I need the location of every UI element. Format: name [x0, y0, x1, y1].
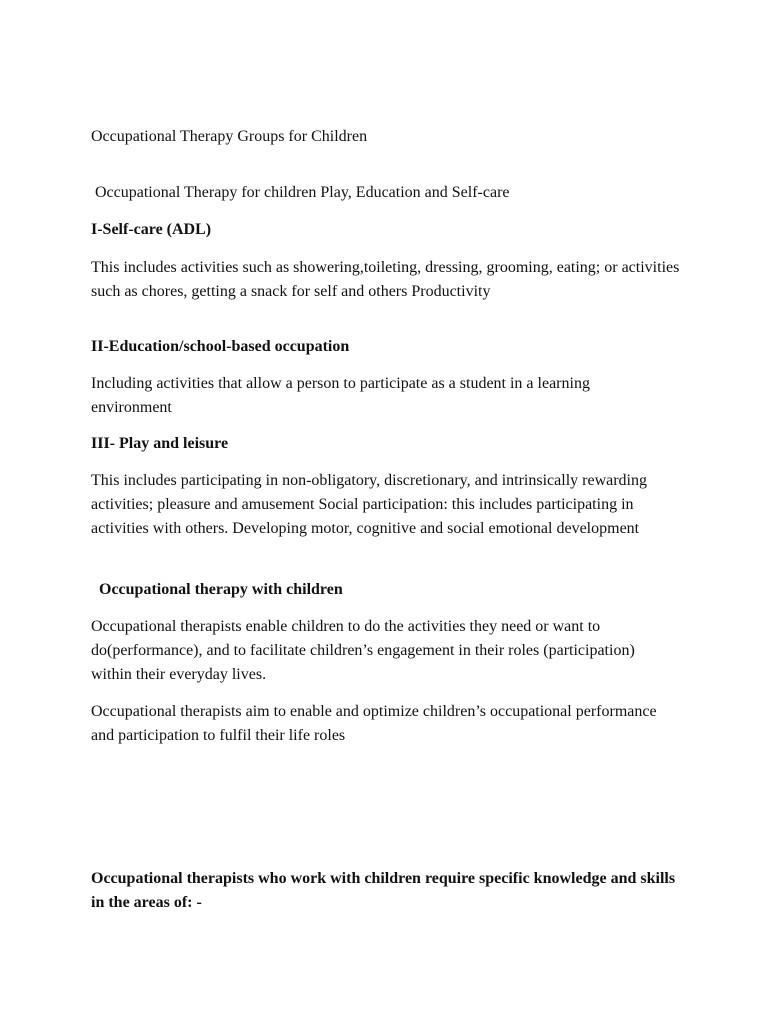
section-body-self-care: This includes activities such as showering,toileting, dressing, grooming, eating; or activities such as chores, getting a snack for self and others Productivity	[91, 259, 680, 300]
section-heading-play: III- Play and leisure	[91, 435, 229, 452]
section-body-education: Including activities that allow a person to participate as a student in a learning environment	[91, 375, 590, 416]
section-heading-ot-children: Occupational therapy with children	[91, 581, 343, 598]
closing-heading: Occupational therapists who work with children require specific knowledge and skills in the areas of: -	[91, 870, 676, 911]
document-title: Occupational Therapy Groups for Children	[91, 128, 368, 145]
section-heading-education: II-Education/school-based occupation	[91, 338, 350, 355]
document-subtitle: Occupational Therapy for children Play, Education and Self-care	[91, 184, 510, 201]
section-heading-self-care: I-Self-care (ADL)	[91, 221, 212, 238]
paragraph-optimize: Occupational therapists aim to enable and optimize children’s occupational performance and participation to fulfil their life roles	[91, 703, 657, 744]
section-body-ot-children: Occupational therapists enable children to do the activities they need or want to do(performance), and to facilitate children’s engagement in their roles (participation) within their everyday lives.	[91, 618, 635, 683]
section-body-play: This includes participating in non-obligatory, discretionary, and intrinsically rewarding activities; pleasure and amusement Social participation: this includes participating in activities with others. Developing motor, cognitive and social emotional development	[91, 472, 647, 537]
